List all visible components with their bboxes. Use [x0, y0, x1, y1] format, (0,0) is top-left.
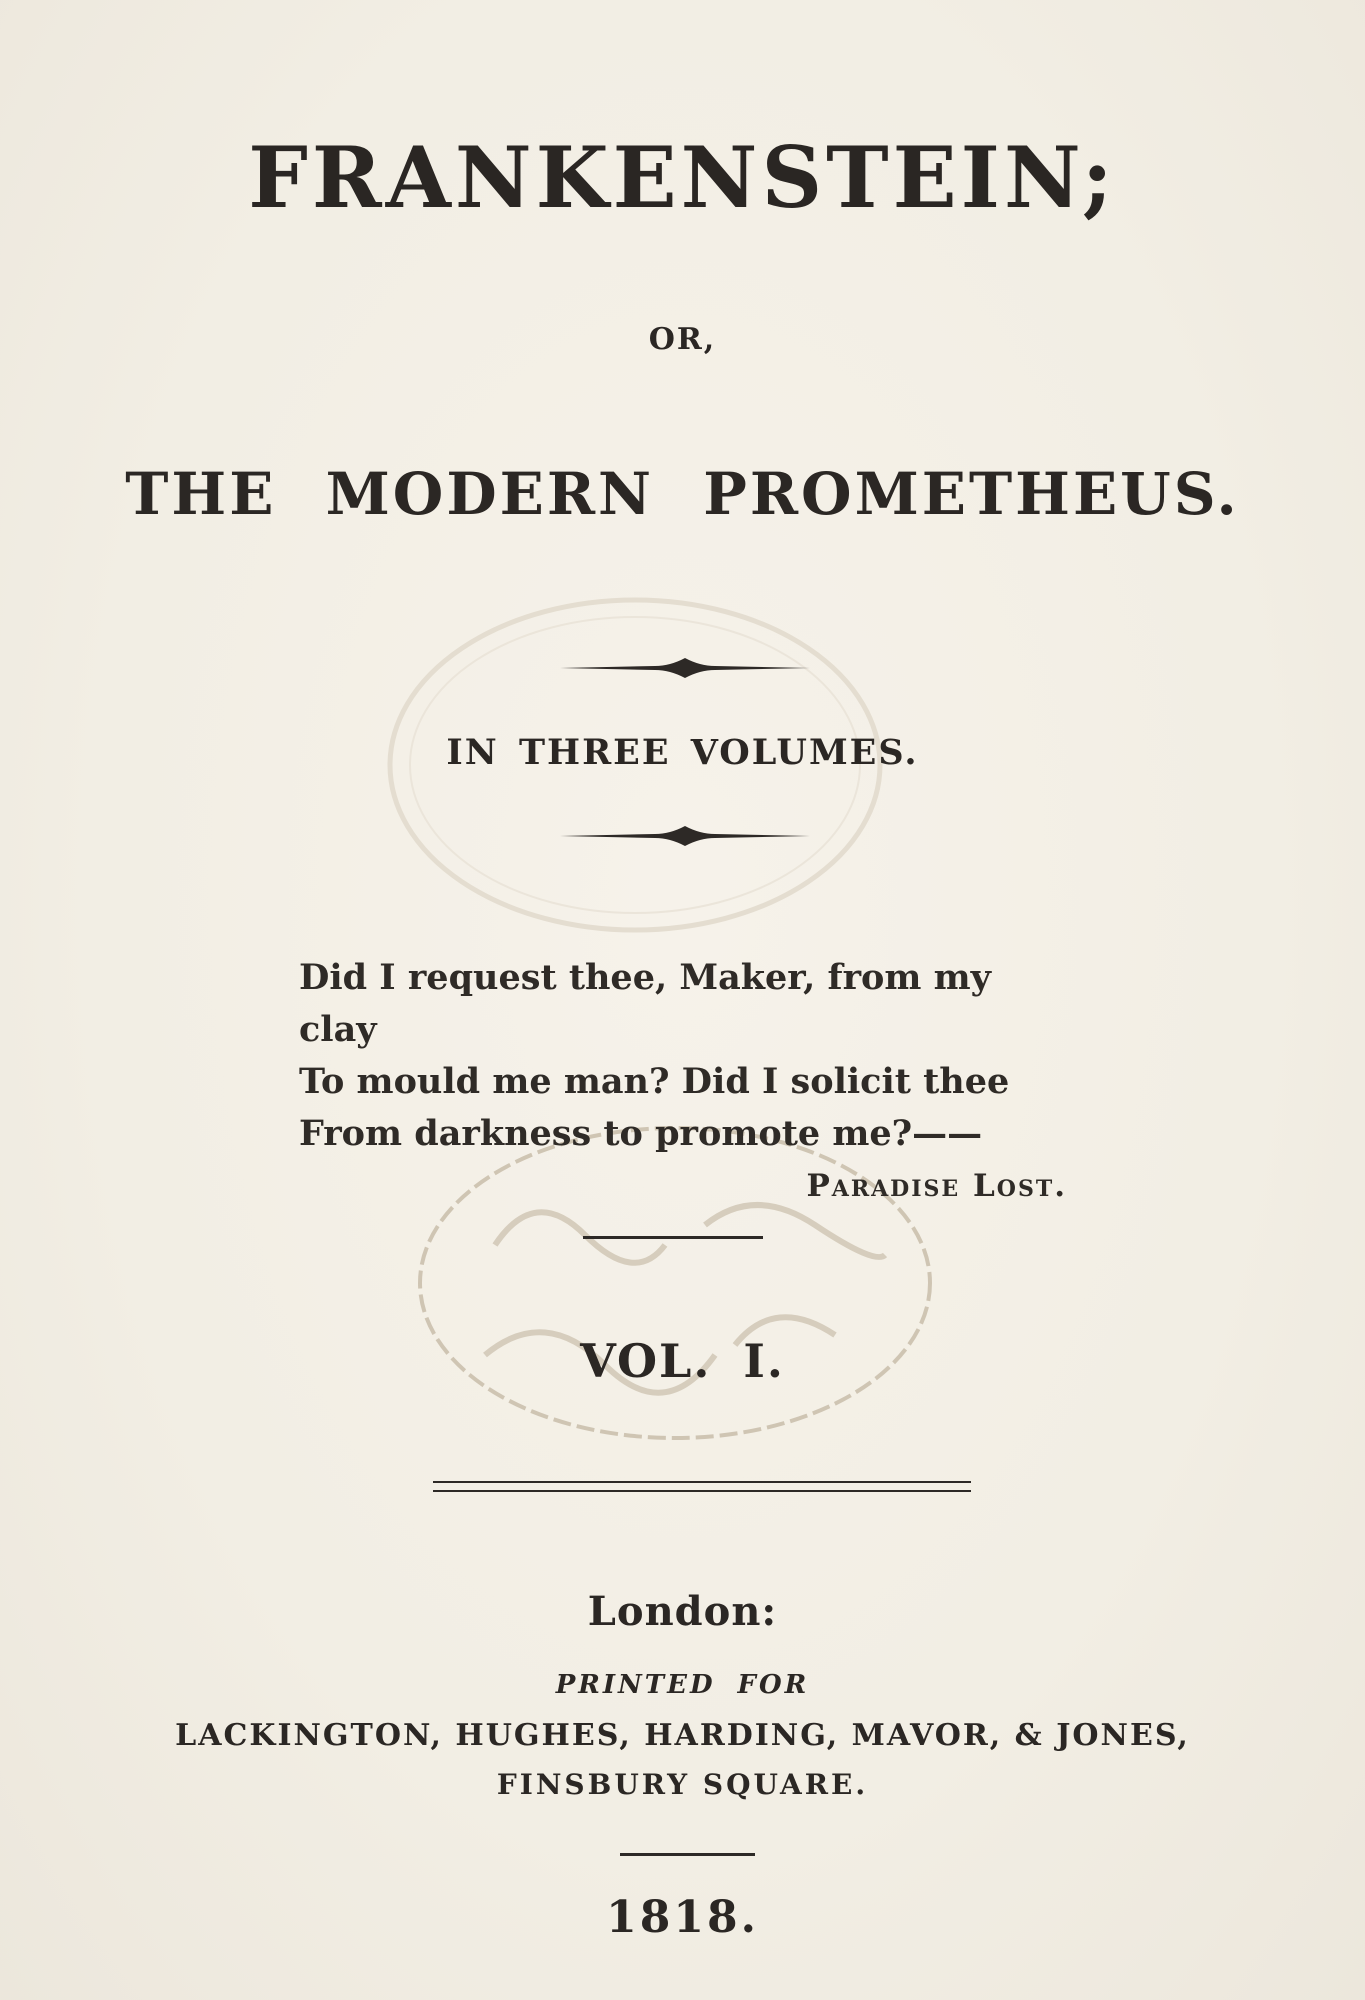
book-subtitle: THE MODERN PROMETHEUS. — [125, 460, 1240, 528]
ornamental-rule-bottom — [560, 824, 810, 848]
epigraph-line-3: From darkness to promote me?—— — [299, 1113, 983, 1154]
publishers-line: LACKINGTON, HUGHES, HARDING, MAVOR, & JONES, — [175, 1718, 1190, 1753]
short-rule-year — [620, 1853, 755, 1856]
epigraph — [299, 952, 1079, 1212]
volumes-note: IN THREE VOLUMES. — [446, 732, 919, 773]
ornamental-rule-top — [560, 656, 810, 680]
title-conjunction: OR, — [648, 322, 717, 357]
imprint-city: London: — [587, 1588, 778, 1635]
publisher-address: FINSBURY SQUARE. — [496, 1768, 869, 1801]
book-title: FRANKENSTEIN; — [248, 128, 1117, 227]
double-rule-lower — [433, 1490, 971, 1492]
double-rule-upper — [433, 1481, 971, 1483]
short-rule-volume — [583, 1236, 763, 1239]
publication-year: 1818. — [606, 1892, 759, 1943]
epigraph-line-1: Did I request thee, Maker, from my clay — [299, 957, 991, 1050]
epigraph-line-2: To mould me man? Did I solicit thee — [299, 1061, 1010, 1102]
volume-number: VOL. I. — [580, 1334, 785, 1388]
epigraph-attribution: Paradise Lost. — [806, 1168, 1067, 1204]
printed-for-label: PRINTED FOR — [555, 1670, 810, 1700]
